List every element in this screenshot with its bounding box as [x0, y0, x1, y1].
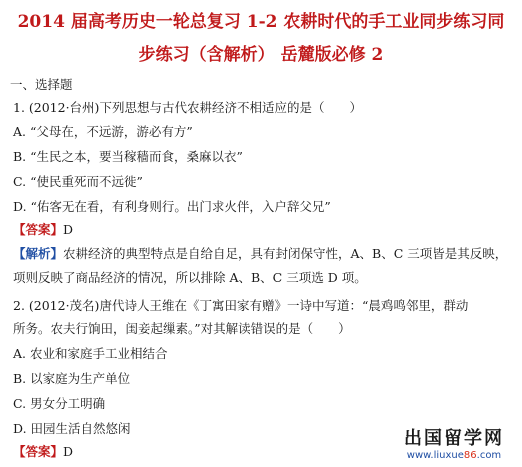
- section-heading: 一、选择题: [10, 77, 73, 92]
- question-2-answer: [13, 444, 73, 460]
- question-1-option-d: D. “佑客无在看，有利身则行。出门求火伴，入户辞父兄”: [13, 199, 331, 214]
- explanation-text-line-2: 项则反映了商品经济的情况，所以排除 A、B、C 三项选 D 项。: [13, 270, 367, 285]
- question-2-option-c: C. 男女分工明确: [13, 396, 106, 411]
- answer-value: D: [63, 222, 74, 237]
- site-watermark: [394, 428, 514, 462]
- watermark-title: 出国留学网: [404, 428, 504, 449]
- question-2-option-a: A. 农业和家庭手工业相结合: [13, 346, 168, 361]
- answer-value: D: [63, 444, 74, 459]
- question-2-stem-line-1: 2. (2012·茂名)唐代诗人王维在《丁寓田家有赠》一诗中写道：“晨鸡鸣邻里，群动: [13, 298, 469, 313]
- question-1-stem: 1. (2012·台州)下列思想与古代农耕经济不相适应的是（ ）: [13, 100, 362, 115]
- watermark-url-accent: 86: [463, 450, 477, 461]
- answer-label: 【答案】: [13, 444, 64, 459]
- question-2-stem-line-2: 所务。农夫行饷田，闺妾起缫素。”对其解读错误的是（ ）: [13, 321, 351, 336]
- question-1-option-c: C. “使民重死而不远徙”: [13, 174, 143, 189]
- answer-label: 【答案】: [13, 222, 64, 237]
- question-1-option-a: A. “父母在，不远游，游必有方”: [13, 124, 193, 139]
- explanation-text-line-1: 农耕经济的典型特点是自给自足，具有封闭保守性，A、B、C 三项皆是其反映，: [63, 246, 508, 261]
- question-1-option-b: B. “生民之本，要当稼穑而食，桑麻以衣”: [13, 149, 243, 164]
- question-2-option-d: D. 田园生活自然悠闲: [13, 421, 131, 436]
- watermark-url: [394, 450, 514, 462]
- watermark-url-suffix: .com: [476, 450, 502, 461]
- explanation-label: 【解析】: [13, 246, 64, 261]
- document-title-line-1: 2014 届高考历史一轮总复习 1-2 农耕时代的手工业同步练习同: [17, 12, 505, 32]
- question-1-explanation: [13, 246, 507, 262]
- question-2-option-b: B. 以家庭为生产单位: [13, 371, 131, 386]
- watermark-url-prefix: www.liuxue: [406, 450, 464, 461]
- document-title-line-2: 步练习（含解析） 岳麓版必修 2: [138, 45, 384, 65]
- question-1-answer: [13, 222, 73, 238]
